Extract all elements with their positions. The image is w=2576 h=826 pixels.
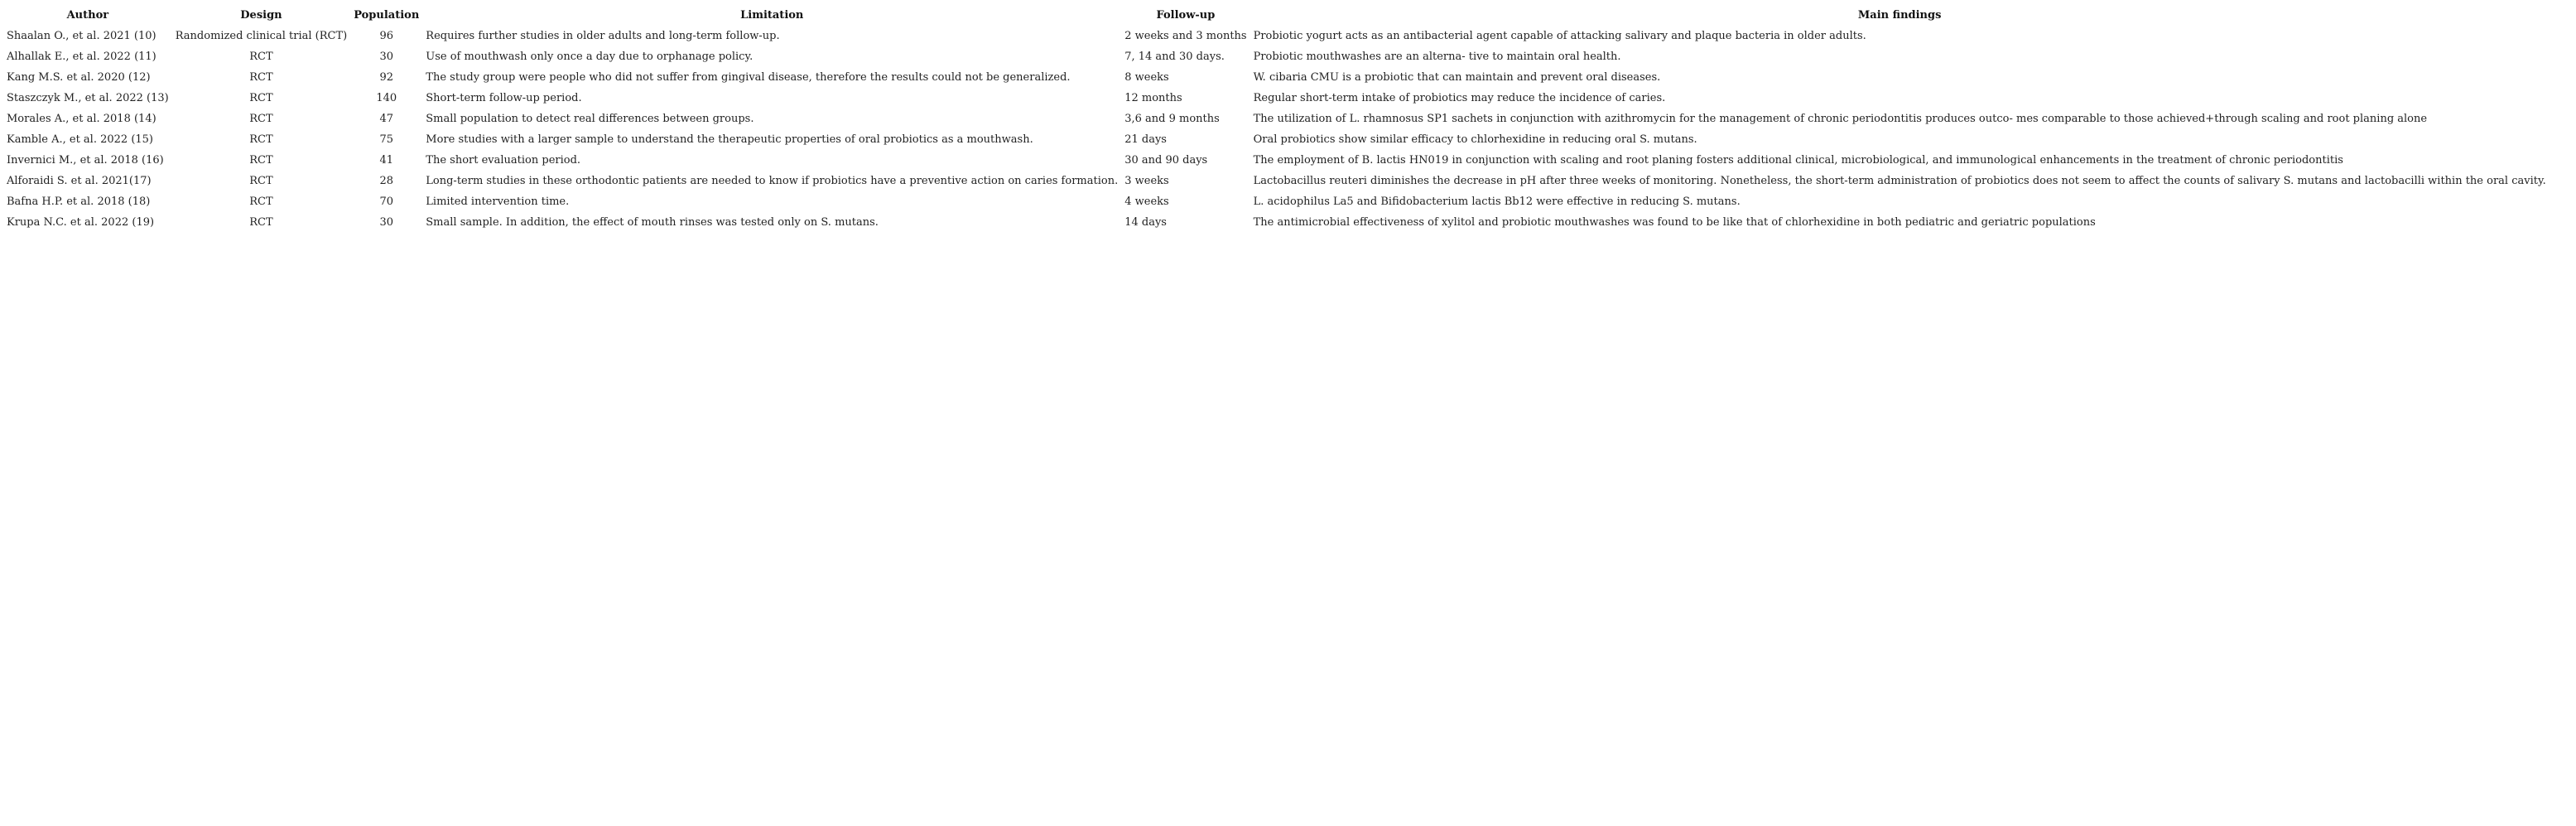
header-row <box>3 5 2550 26</box>
cell-author: Kang M.S. et al. 2020 (12) <box>7 71 151 84</box>
cell-design: RCT <box>249 154 273 167</box>
cell-limitation: More studies with a larger sample to understand the therapeutic properties of oral probiotics as a mouthwash. <box>426 133 1033 146</box>
cell-author: Bafna H.P. et al. 2018 (18) <box>7 196 151 208</box>
table-row <box>3 129 2550 150</box>
cell-findings: L. acidophilus La5 and Bifidobacterium lactis Bb12 were effective in reducing S. mutans. <box>1253 196 1741 208</box>
cell-author: Kamble A., et al. 2022 (15) <box>7 133 154 146</box>
cell-design: RCT <box>249 175 273 187</box>
cell-findings: Probiotic yogurt acts as an antibacterial agent capable of attacking salivary and plaque bacteria in older adults. <box>1253 30 1866 42</box>
table-row <box>3 150 2550 171</box>
cell-followup: 7, 14 and 30 days. <box>1124 51 1225 63</box>
studies-table <box>3 5 2550 233</box>
cell-design: RCT <box>249 51 273 63</box>
cell-limitation: Small population to detect real differences between groups. <box>426 113 754 125</box>
table-row <box>3 212 2550 233</box>
cell-followup: 3 weeks <box>1124 175 1169 187</box>
table-row <box>3 109 2550 129</box>
cell-author: Invernici M., et al. 2018 (16) <box>7 154 164 167</box>
cell-limitation: Small sample. In addition, the effect of mouth rinses was tested only on S. mutans. <box>426 216 879 229</box>
cell-followup: 2 weeks and 3 months <box>1124 30 1247 42</box>
table-header <box>3 5 2550 26</box>
table-row <box>3 26 2550 46</box>
cell-population: 30 <box>379 51 394 63</box>
table-row <box>3 46 2550 67</box>
cell-population: 140 <box>376 92 397 104</box>
table-row <box>3 67 2550 88</box>
cell-design: Randomized clinical trial (RCT) <box>175 30 348 42</box>
cell-design: RCT <box>249 92 273 104</box>
cell-population: 92 <box>379 71 394 84</box>
cell-limitation: The short evaluation period. <box>426 154 581 167</box>
table-row <box>3 88 2550 109</box>
cell-findings: W. cibaria CMU is a probiotic that can maintain and prevent oral diseases. <box>1253 71 1661 84</box>
cell-followup: 21 days <box>1124 133 1167 146</box>
cell-design: RCT <box>249 113 273 125</box>
cell-design: RCT <box>249 71 273 84</box>
cell-author: Morales A., et al. 2018 (14) <box>7 113 156 125</box>
cell-design: RCT <box>249 196 273 208</box>
header-population: Population <box>354 9 420 22</box>
cell-limitation: Use of mouthwash only once a day due to orphanage policy. <box>426 51 754 63</box>
cell-population: 75 <box>379 133 394 146</box>
cell-limitation: Requires further studies in older adults and long-term follow-up. <box>426 30 780 42</box>
cell-followup: 3,6 and 9 months <box>1124 113 1220 125</box>
cell-limitation: Short-term follow-up period. <box>426 92 582 104</box>
cell-limitation: The study group were people who did not suffer from gingival disease, therefore the results could not be generalized. <box>426 71 1071 84</box>
cell-design: RCT <box>249 133 273 146</box>
cell-findings: The antimicrobial effectiveness of xylitol and probiotic mouthwashes was found to be like that of chlorhexidine in both pediatric and geriatric populations <box>1253 216 2096 229</box>
cell-author: Krupa N.C. et al. 2022 (19) <box>7 216 155 229</box>
cell-author: Alhallak E., et al. 2022 (11) <box>7 51 156 63</box>
cell-author: Shaalan O., et al. 2021 (10) <box>7 30 156 42</box>
cell-findings: Lactobacillus reuteri diminishes the decrease in pH after three weeks of monitoring. Nonetheless, the short-term administration of probiotics does not seem to affect the counts of salivary S. mutans and lactobacilli within the oral cavity. <box>1253 175 2546 187</box>
cell-population: 70 <box>379 196 394 208</box>
cell-population: 41 <box>379 154 394 167</box>
cell-design: RCT <box>249 216 273 229</box>
cell-population: 96 <box>379 30 394 42</box>
header-findings: Main findings <box>1857 9 1942 22</box>
cell-findings: Regular short-term intake of probiotics may reduce the incidence of caries. <box>1253 92 1666 104</box>
header-author: Author <box>66 9 109 22</box>
table-row <box>3 171 2550 191</box>
cell-followup: 4 weeks <box>1124 196 1169 208</box>
cell-limitation: Limited intervention time. <box>426 196 570 208</box>
cell-followup: 30 and 90 days <box>1124 154 1208 167</box>
cell-limitation: Long-term studies in these orthodontic patients are needed to know if probiotics have a preventive action on caries formation. <box>426 175 1119 187</box>
cell-findings: Probiotic mouthwashes are an alterna- tive to maintain oral health. <box>1253 51 1621 63</box>
cell-findings: Oral probiotics show similar efficacy to chlorhexidine in reducing oral S. mutans. <box>1253 133 1697 146</box>
header-design: Design <box>240 9 282 22</box>
cell-population: 28 <box>379 175 394 187</box>
cell-followup: 12 months <box>1124 92 1182 104</box>
cell-findings: The utilization of L. rhamnosus SP1 sachets in conjunction with azithromycin for the management of chronic periodontitis produces outco- mes comparable to those achieved+through scaling and root planing alone <box>1253 113 2428 125</box>
cell-author: Staszczyk M., et al. 2022 (13) <box>7 92 169 104</box>
cell-followup: 8 weeks <box>1124 71 1169 84</box>
header-followup: Follow-up <box>1156 9 1216 22</box>
header-limitation: Limitation <box>740 9 804 22</box>
cell-followup: 14 days <box>1124 216 1167 229</box>
table-row <box>3 191 2550 212</box>
cell-population: 30 <box>379 216 394 229</box>
cell-author: Alforaidi S. et al. 2021(17) <box>7 175 152 187</box>
cell-findings: The employment of B. lactis HN019 in conjunction with scaling and root planing fosters additional clinical, microbiological, and immunological enhancements in the treatment of chronic periodontitis <box>1253 154 2343 167</box>
cell-population: 47 <box>379 113 394 125</box>
table-body <box>3 26 2550 233</box>
